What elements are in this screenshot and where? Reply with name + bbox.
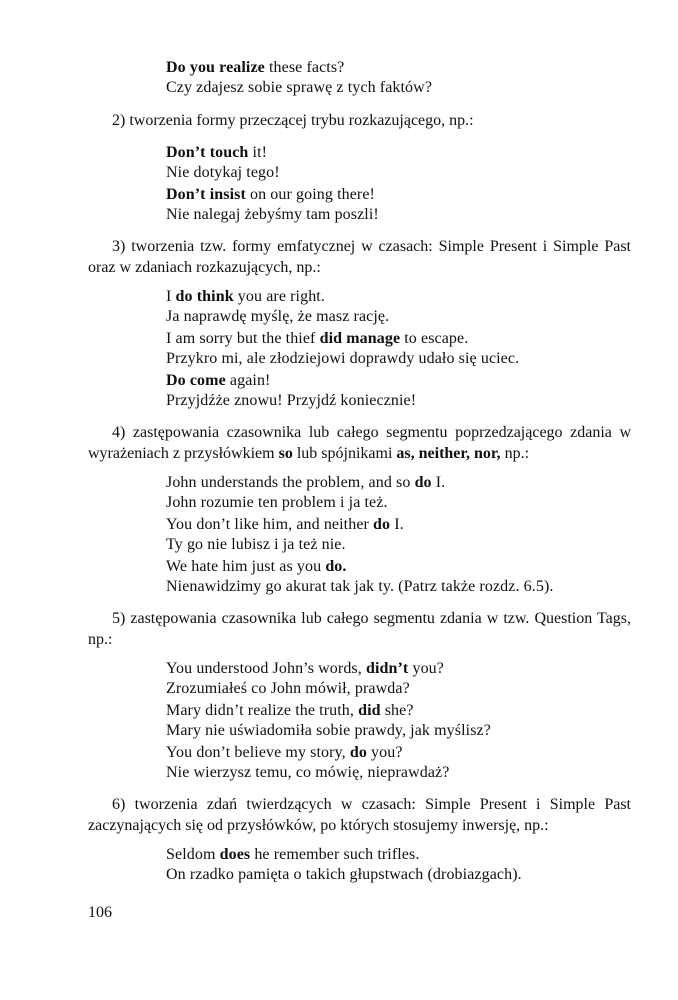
numbered-paragraph (88, 111, 631, 132)
text-run: 2) tworzenia formy przeczącej trybu rozkazującego, np.: (112, 112, 474, 129)
text-run: it! (248, 144, 268, 161)
text-run: Seldom (166, 846, 220, 863)
text-run: I. (431, 474, 446, 491)
text-run: Ty go nie lubisz i ja też nie. (166, 536, 346, 553)
bold-term: as, neither, nor, (396, 444, 501, 462)
text-run: you? (408, 660, 444, 677)
bold-term: do (349, 744, 367, 761)
text-run: to escape. (400, 330, 469, 347)
text-run: np.: (500, 444, 530, 462)
text-run: Nie wierzysz temu, co mówię, nieprawdaż? (166, 764, 450, 781)
text-run: 5) zastępowania czasownika lub całego segmentu zdania w tzw. Question Tags, np.: (88, 610, 631, 648)
text-run: Ja naprawdę myślę, że masz rację. (166, 308, 390, 325)
text-run: We hate him just as you (166, 558, 326, 575)
example-sentence (166, 659, 444, 679)
bold-term: Don’t insist (166, 186, 246, 203)
bold-term: Do you realize (166, 59, 265, 76)
bold-term: do (373, 516, 391, 533)
text-run: you? (366, 744, 403, 761)
text-run: 3) tworzenia tzw. formy emfatycznej w czasach: Simple Present i Simple Past oraz w zdaniach rozkazujących, np.: (88, 238, 631, 276)
bold-term: do (414, 474, 432, 491)
example-sentence (166, 185, 375, 205)
text-run: 4) zastępowania czasownika lub całego segmentu poprzedzającego zdania w wyrażeniach z przysłówkiem (88, 424, 631, 462)
text-run: On rzadko pamięta o takich głupstwach (drobiazgach). (166, 866, 522, 883)
bold-term: didn’t (365, 660, 409, 677)
example-translation (166, 763, 449, 783)
text-run: she? (380, 702, 414, 719)
bold-term: did (358, 702, 381, 719)
text-run: Nie dotykaj tego! (166, 164, 280, 181)
text-run: Przyjdźże znowu! Przyjdź koniecznie! (166, 392, 417, 409)
bold-term: did manage (319, 330, 401, 347)
example-sentence (166, 329, 468, 349)
text-run: Nie nalegaj żebyśmy tam poszli! (166, 206, 379, 223)
text-run: Przykro mi, ale złodziejowi doprawdy udało się uciec. (166, 350, 520, 367)
example-translation (166, 865, 522, 885)
example-translation (166, 78, 432, 98)
text-run: You understood John’s words, (166, 660, 366, 677)
bold-term: do think (175, 288, 234, 305)
text-run: John understands the problem, and so (166, 474, 415, 491)
example-sentence (166, 515, 404, 535)
example-sentence (166, 845, 419, 865)
example-translation (166, 163, 280, 183)
numbered-paragraph (88, 795, 631, 836)
text-run: lub spójnikami (292, 444, 397, 462)
text-run: John rozumie ten problem i ja też. (166, 494, 388, 511)
example-sentence (166, 557, 347, 577)
text-run: these facts? (264, 59, 345, 76)
text-run: I. (390, 516, 404, 533)
text-run: You don’t like him, and neither (166, 516, 374, 533)
bold-term: Do come (166, 372, 226, 389)
bold-term: do. (325, 558, 347, 575)
example-sentence (166, 287, 325, 307)
example-sentence (166, 371, 270, 391)
text-run: Zrozumiałeś co John mówił, prawda? (166, 680, 410, 697)
numbered-paragraph (88, 423, 631, 464)
page-number: 106 (88, 904, 112, 921)
example-translation (166, 205, 379, 225)
example-sentence (166, 701, 414, 721)
example-translation (166, 679, 410, 699)
text-run: You don’t believe my story, (166, 744, 350, 761)
example-sentence (166, 143, 267, 163)
text-run: Mary didn’t realize the truth, (166, 702, 359, 719)
example-sentence (166, 58, 344, 78)
bold-term: does (219, 846, 251, 863)
text-run: again! (225, 372, 271, 389)
text-run: Czy zdajesz sobie sprawę z tych faktów? (166, 79, 433, 96)
example-translation (166, 391, 416, 411)
bold-term: Don’t touch (166, 144, 249, 161)
numbered-paragraph (88, 609, 631, 650)
text-run: on our going there! (245, 186, 375, 203)
text-run: I am sorry but the thief (166, 330, 320, 347)
example-translation (166, 349, 519, 369)
example-sentence (166, 473, 445, 493)
example-translation (166, 721, 491, 741)
example-translation (166, 535, 346, 555)
text-run: he remember such trifles. (250, 846, 420, 863)
example-translation (166, 577, 553, 597)
text-run: you are right. (233, 288, 325, 305)
text-run: Mary nie uświadomiła sobie prawdy, jak myślisz? (166, 722, 491, 739)
example-translation (166, 307, 389, 327)
bold-term: so (278, 444, 293, 462)
text-run: I (166, 288, 176, 305)
text-run: Nienawidzimy go akurat tak jak ty. (Patrz także rozdz. 6.5). (166, 578, 554, 595)
example-sentence (166, 743, 403, 763)
text-run: 6) tworzenia zdań twierdzących w czasach: Simple Present i Simple Past zaczynających się od przysłówków, po których stosujemy inwersję, np.: (88, 796, 631, 834)
example-translation (166, 493, 388, 513)
numbered-paragraph (88, 237, 631, 278)
